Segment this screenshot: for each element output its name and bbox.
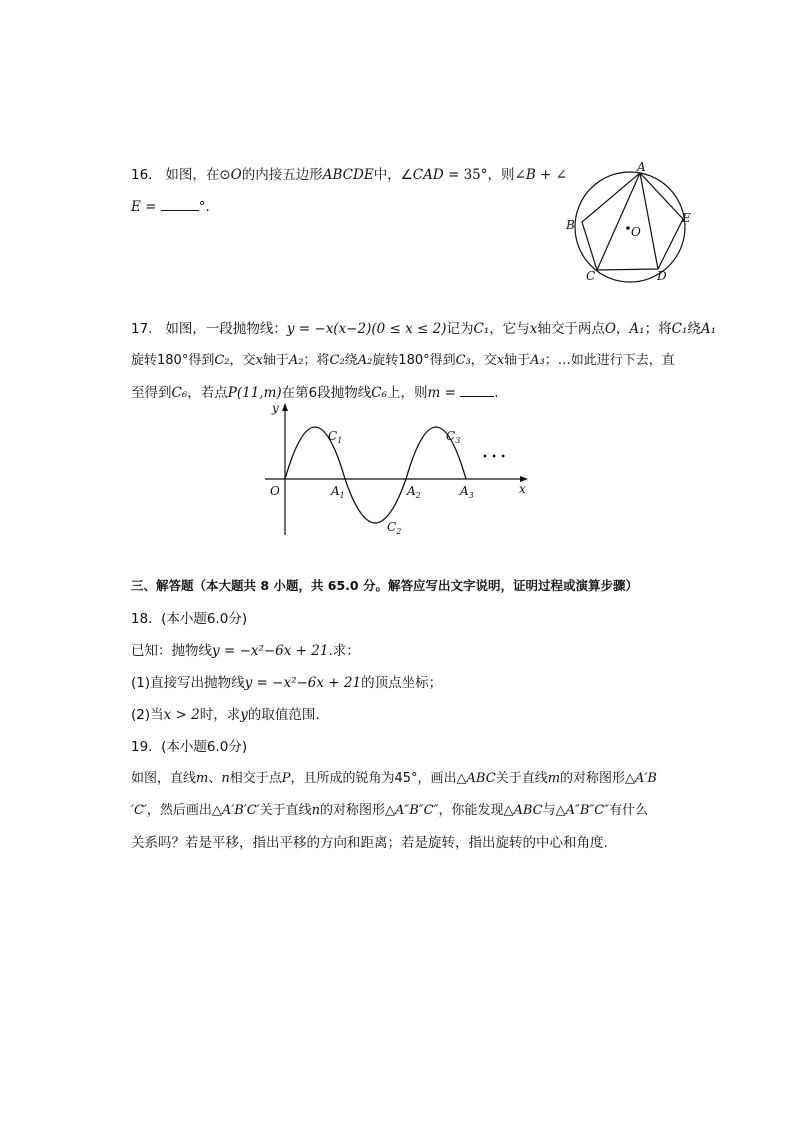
label-a1: $A_1$ <box>331 484 345 500</box>
q19-text: 相交于点 <box>229 771 282 786</box>
q18-text: 的顶点坐标； <box>361 675 443 691</box>
label-o: O <box>270 484 280 498</box>
q17-number: 17. <box>131 321 153 337</box>
q19-math: m <box>547 771 561 786</box>
q17-text: ，交 <box>470 353 497 368</box>
label-e: E <box>682 211 691 225</box>
q19-math: A″B″C″ <box>565 803 610 818</box>
q17-math: C₂ <box>214 353 230 368</box>
label-c3: $C_3$ <box>446 429 461 445</box>
q17-math: C₁ <box>671 321 688 337</box>
q19-math: A′B′C′ <box>221 803 260 818</box>
label-dots: • • • <box>482 452 507 463</box>
q16-math: O <box>230 167 242 183</box>
q18-text: (2)当 <box>131 707 164 723</box>
q18-math: y = −x²−6x + 21 <box>244 675 362 691</box>
q19-math: n <box>221 771 230 786</box>
label-a2: $A_2$ <box>407 484 421 500</box>
q17-text: = <box>440 385 461 401</box>
q19-header <box>131 738 247 756</box>
q18-part1 <box>131 674 442 692</box>
circle-o <box>575 172 685 282</box>
q19-text: 有什么 <box>609 803 649 818</box>
q19-text: 关于直线 <box>259 803 312 818</box>
q17-text: ，交 <box>229 353 256 368</box>
q17-text: 轴于 <box>504 353 531 368</box>
q17-line2 <box>131 352 675 370</box>
q16-math: CAD <box>412 167 444 183</box>
label-c1: $C_1$ <box>328 429 343 445</box>
q17-text: 旋转180°得到 <box>372 353 456 368</box>
q19-math: P <box>281 771 291 786</box>
q16-math: ABCDE <box>322 167 374 183</box>
q16-text: 中，∠ <box>373 167 413 183</box>
q18-text: 的取值范围. <box>247 707 320 723</box>
q17-math: y = −x(x−2)(0 ≤ x ≤ 2) <box>286 321 447 337</box>
q17-text: . <box>494 385 499 401</box>
q17-text: 记为 <box>446 321 474 337</box>
q19-line1 <box>131 770 657 788</box>
q17-text: 如图，一段抛物线： <box>165 321 287 337</box>
q19-math: m <box>196 771 209 786</box>
q16-circle-figure <box>560 162 700 287</box>
q18-text: .求： <box>328 643 360 659</box>
q18-part2 <box>131 706 320 724</box>
q17-text: 在第6段抛物线 <box>281 385 372 401</box>
label-b: B <box>566 218 575 232</box>
q16-line1 <box>131 166 567 184</box>
q17-math: A₂ <box>288 353 304 368</box>
q16-text: = 35°，则∠ <box>443 167 526 183</box>
q19-text: 关于直线 <box>495 771 548 786</box>
q17-math: P(11,m) <box>227 385 282 401</box>
answer-blank[interactable] <box>161 198 199 211</box>
q17-text: ；将 <box>644 321 672 337</box>
q19-score: (本小题6.0分) <box>161 739 248 755</box>
q18-text: (1)直接写出抛物线 <box>131 675 245 691</box>
q19-math: ′C′ <box>131 803 147 818</box>
q17-line1 <box>131 320 716 338</box>
q17-text: 旋转180°得到 <box>131 353 215 368</box>
q16-text: °. <box>198 199 210 215</box>
q19-math: A″B″C″ <box>395 803 439 818</box>
q19-text: ，然后画出△ <box>146 803 222 818</box>
q18-number: 18. <box>131 611 153 627</box>
q16-text: 的内接五边形 <box>241 167 323 183</box>
q18-header <box>131 610 247 628</box>
label-o: O <box>631 225 641 239</box>
section-heading: 三、解答题（本大题共 8 小题，共 65.0 分。解答应写出文字说明，证明过程或演算步骤） <box>131 578 638 593</box>
q16-text: 如图，在⊙ <box>165 167 231 183</box>
q17-math: A₂ <box>357 353 373 368</box>
q16-line2 <box>131 198 210 216</box>
q17-text: ；…如此进行下去，直 <box>544 353 675 368</box>
q19-text: 的对称图形△ <box>320 803 395 818</box>
q17-parabola-figure <box>260 400 535 540</box>
q19-math: n <box>311 803 320 818</box>
q17-math: m <box>427 385 441 401</box>
q18-math: y = −x²−6x + 21 <box>212 643 329 659</box>
q17-math: C₆ <box>371 385 387 401</box>
label-x: x <box>519 482 526 496</box>
answer-blank[interactable] <box>460 384 494 397</box>
curve-c2 <box>345 479 406 523</box>
label-y: y <box>272 401 279 415</box>
segment-ad <box>640 173 658 269</box>
q18-math: y <box>240 707 248 723</box>
label-a: A <box>637 162 646 174</box>
q17-text: ；将 <box>303 353 330 368</box>
q19-math: ABC <box>513 803 543 818</box>
q17-math: A₁ <box>700 321 717 337</box>
q18-given <box>131 642 360 660</box>
q17-text: ，若点 <box>187 385 228 401</box>
q18-text: 已知：抛物线 <box>131 643 212 659</box>
q19-text: ，你能发现△ <box>438 803 514 818</box>
q16-text: + ∠ <box>535 167 567 183</box>
q17-math: A₃ <box>530 353 545 368</box>
q17-math: x <box>496 353 505 368</box>
q17-math: x <box>529 321 538 337</box>
q19-text: 、 <box>208 771 222 786</box>
q17-math: C₁ <box>473 321 490 337</box>
center-dot <box>626 226 630 230</box>
q17-text: 绕 <box>344 353 358 368</box>
q17-math: C₃ <box>455 353 471 368</box>
q18-math: x > 2 <box>163 707 200 723</box>
q16-math: E <box>131 199 141 215</box>
segment-ac <box>597 173 640 270</box>
q19-text: ，且所成的锐角为45°，画出△ <box>290 771 467 786</box>
q17-text: 绕 <box>687 321 701 337</box>
label-c: C <box>586 269 596 283</box>
label-a3: $A_3$ <box>460 484 474 500</box>
q19-text: 如图，直线 <box>131 771 197 786</box>
q19-text: 与△ <box>542 803 566 818</box>
curve-c3 <box>406 427 466 479</box>
q18-score: (本小题6.0分) <box>161 611 248 627</box>
q19-math: ABC <box>466 771 496 786</box>
label-d: D <box>657 269 667 283</box>
q17-text: ， <box>615 321 630 337</box>
q17-text: 至得到 <box>131 385 172 401</box>
q19-math: A′B <box>635 771 657 786</box>
q17-text: ，它与 <box>489 321 530 337</box>
q19-number: 19. <box>131 739 153 755</box>
q17-text: 轴于 <box>262 353 289 368</box>
q16-number: 16. <box>131 167 153 183</box>
q17-math: C₂ <box>329 353 345 368</box>
y-arrow <box>282 403 288 411</box>
q19-line3: 关系吗？若是平移，指出平移的方向和距离；若是旋转，指出旋转的中心和角度. <box>131 835 608 851</box>
q17-math: A₁ <box>629 321 645 337</box>
q16-math: B <box>525 167 536 183</box>
label-c2: $C_2$ <box>387 520 402 536</box>
q17-math: C₆ <box>171 385 188 401</box>
q19-line2 <box>131 802 648 820</box>
q19-text: 的对称图形△ <box>560 771 636 786</box>
q17-text: 轴交于两点 <box>537 321 605 337</box>
q18-text: 时，求 <box>199 707 241 723</box>
q17-math: O <box>604 321 616 337</box>
q17-text: 上，则 <box>386 385 428 401</box>
q16-text: = <box>140 199 161 215</box>
q17-math: x <box>255 353 263 368</box>
